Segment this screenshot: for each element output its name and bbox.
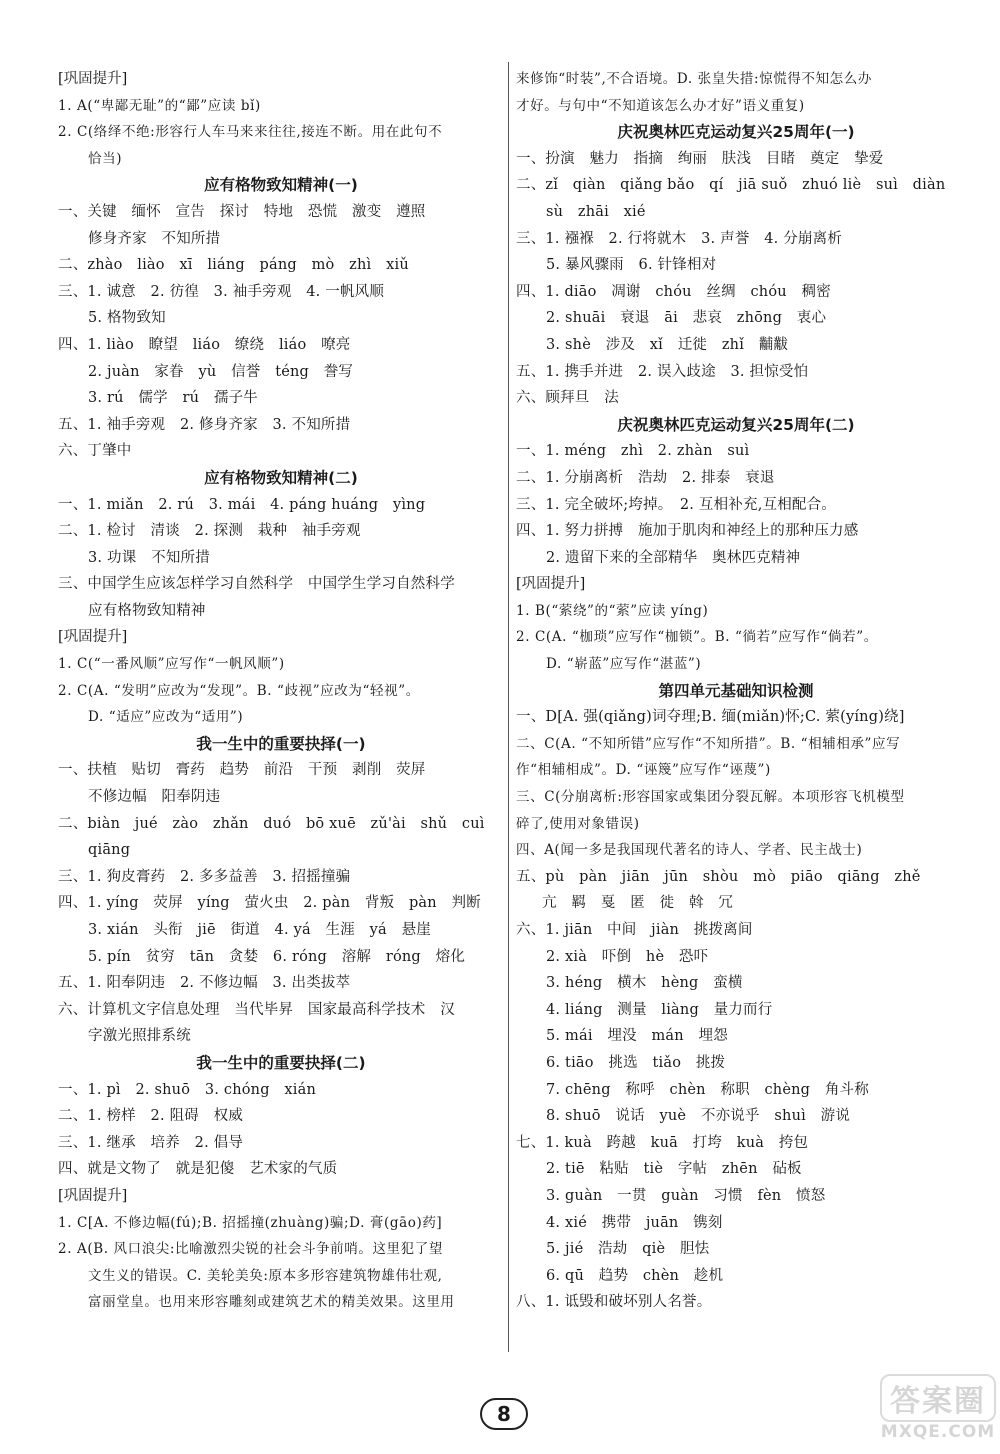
answer-line: 一、扮演 魅力 指摘 绚丽 肤浅 目睹 奠定 挚爱 bbox=[516, 150, 884, 167]
answer-line: 亢 羁 戛 匿 徙 斡 冗 bbox=[542, 895, 734, 912]
explanation-line: 才好。与句中“不知道该怎么办才好”语义重复) bbox=[516, 97, 805, 114]
answer-line: 8. shuō 说话 yuè 不亦说乎 shuì 游说 bbox=[546, 1108, 851, 1125]
answer-line: 5. jié 浩劫 qiè 胆怯 bbox=[546, 1241, 710, 1258]
answer-line: 五、1. 阳奉阴违 2. 不修边幅 3. 出类拔萃 bbox=[58, 975, 351, 992]
answer-line: 六、1. jiān 中间 jiàn 挑拨离间 bbox=[516, 922, 753, 938]
answer-line: 五、1. 袖手旁观 2. 修身齐家 3. 不知所措 bbox=[58, 416, 351, 433]
answer-line: 6. qū 趋势 chèn 趁机 bbox=[546, 1267, 724, 1284]
section-label: [巩固提升] bbox=[58, 1187, 128, 1204]
explanation-line: 1. A(“卑鄙无耻”的“鄙”应读 bǐ) bbox=[58, 97, 261, 114]
answer-line: 3. shè 涉及 xǐ 迁徙 zhǐ 黼黻 bbox=[546, 336, 789, 353]
explanation-line: 三、C(分崩离析:形容国家或集团分裂瓦解。本项形容飞机模型 bbox=[516, 789, 905, 806]
answer-line: 2. shuāi 衰退 āi 悲哀 zhōng 衷心 bbox=[546, 310, 827, 327]
watermark-text: 答案圈 bbox=[880, 1374, 996, 1422]
section-heading: 庆祝奥林匹克运动复兴25周年(二) bbox=[617, 415, 855, 434]
section-heading: 应有格物致知精神(一) bbox=[204, 176, 358, 195]
watermark-url: MXQE.COM bbox=[880, 1422, 996, 1442]
answer-line: 三、1. 狗皮膏药 2. 多多益善 3. 招摇撞骗 bbox=[58, 868, 351, 885]
section-heading: 第四单元基础知识检测 bbox=[658, 681, 814, 700]
answer-line: 一、D[A. 强(qiǎng)词夺理;B. 缅(miǎn)怀;C. 萦(yíng)绕] bbox=[516, 709, 905, 726]
answer-line: 2. xià 吓倒 hè 恐吓 bbox=[546, 948, 709, 965]
answer-line: 不修边幅 阳奉阴违 bbox=[88, 789, 221, 806]
explanation-line: 1. B(“萦绕”的“萦”应读 yíng) bbox=[516, 602, 709, 619]
explanation-line: 恰当) bbox=[88, 150, 123, 167]
answer-line: 三、1. 襁褓 2. 行将就木 3. 声誉 4. 分崩离析 bbox=[516, 230, 843, 247]
explanation-line: 富丽堂皇。也用来形容雕刻或建筑艺术的精美效果。这里用 bbox=[88, 1294, 455, 1311]
answer-line: 三、1. 诚意 2. 彷徨 3. 袖手旁观 4. 一帆风顺 bbox=[58, 283, 385, 300]
explanation-line: 1. C[A. 不修边幅(fú);B. 招摇撞(zhuàng)骗;D. 膏(gāo)药] bbox=[58, 1214, 443, 1231]
answer-line: 四、1. yíng 荧屏 yíng 萤火虫 2. pàn 背叛 pàn 判断 bbox=[58, 895, 481, 912]
answer-line: 四、1. 努力拼搏 施加于肌肉和神经上的那种压力感 bbox=[516, 523, 859, 540]
answer-line: 五、pù pàn jiān jūn shòu mò piāo qiāng zhě bbox=[516, 868, 921, 885]
answer-line: 4. xié 携带 juān 镌刻 bbox=[546, 1214, 723, 1231]
answer-line: 一、1. pì 2. shuō 3. chóng xián bbox=[58, 1081, 317, 1098]
watermark-logo bbox=[880, 1374, 996, 1454]
explanation-line: 文生义的错误。C. 美轮美奂:原本多形容建筑物雄伟壮观, bbox=[88, 1267, 443, 1284]
answer-line: 3. xián 头衔 jiē 街道 4. yá 生涯 yá 悬崖 bbox=[88, 922, 431, 938]
answer-line: 六、顾拜旦 法 bbox=[516, 390, 619, 407]
answer-line: 二、1. 榜样 2. 阻碍 权威 bbox=[58, 1108, 244, 1125]
answer-line: 字激光照排系统 bbox=[88, 1028, 191, 1045]
answer-line: 4. liáng 测量 liàng 量力而行 bbox=[546, 1001, 773, 1018]
answer-line: 八、1. 诋毁和破坏别人名誉。 bbox=[516, 1294, 712, 1311]
column-divider bbox=[508, 62, 509, 1352]
answer-line: sù zhāi xié bbox=[546, 203, 646, 220]
answer-line: 5. pín 贫穷 tān 贪婪 6. róng 溶解 róng 熔化 bbox=[88, 948, 466, 965]
answer-line: 5. 格物致知 bbox=[88, 310, 166, 327]
answer-line: 6. tiāo 挑选 tiǎo 挑拨 bbox=[546, 1054, 726, 1071]
explanation-line: 2. C(A. “发明”应改为“发现”。B. “歧视”应改为“轻视”。 bbox=[58, 682, 420, 699]
explanation-line: 二、C(A. “不知所错”应写作“不知所措”。B. “相辅相承”应写 bbox=[516, 735, 901, 752]
answer-line: 七、1. kuà 跨越 kuā 打垮 kuà 挎包 bbox=[516, 1134, 809, 1151]
answer-line: 2. juàn 家眷 yù 信誉 téng 誊写 bbox=[88, 363, 354, 380]
answer-line: 应有格物致知精神 bbox=[88, 602, 206, 619]
answer-line: 六、计算机文字信息处理 当代毕昇 国家最高科学技术 汉 bbox=[58, 1001, 455, 1018]
explanation-line: 2. A(B. 风口浪尖:比喻激烈尖锐的社会斗争前哨。这里犯了望 bbox=[58, 1241, 443, 1258]
answer-line: 二、1. 检讨 清谈 2. 探测 栽种 袖手旁观 bbox=[58, 523, 361, 540]
answer-line: 3. guàn 一贯 guàn 习惯 fèn 愤怒 bbox=[546, 1187, 826, 1204]
answer-line: qiāng bbox=[88, 842, 131, 859]
answer-line: 二、zhào liào xī liáng páng mò zhì xiǔ bbox=[58, 257, 409, 274]
answer-line: 5. mái 埋没 mán 埋怨 bbox=[546, 1028, 728, 1045]
section-heading: 我一生中的重要抉择(一) bbox=[196, 734, 366, 753]
explanation-line: 来修饰“时装”,不合语境。D. 张皇失措:惊慌得不知怎么办 bbox=[516, 71, 872, 87]
answer-line: 二、1. 分崩离析 浩劫 2. 排泰 衰退 bbox=[516, 469, 775, 486]
answer-line: 二、zǐ qiàn qiǎng bǎo qí jiā suǒ zhuó liè suì diàn bbox=[516, 177, 946, 194]
answer-line: 3. rú 儒学 rú 孺子牛 bbox=[88, 390, 258, 407]
explanation-line: 碎了,使用对象错误) bbox=[516, 815, 640, 832]
explanation-line: 作“相辅相成”。D. “诬篾”应写作“诬蔑”) bbox=[516, 762, 771, 779]
right-column bbox=[516, 66, 956, 1316]
answer-line: 一、关键 缅怀 宣告 探讨 特地 恐慌 激变 遵照 bbox=[58, 203, 426, 220]
explanation-line: 2. C(络绎不绝:形容行人车马来来往往,接连不断。用在此句不 bbox=[58, 124, 443, 141]
explanation-line: 2. C(A. “枷琐”应写作“枷锁”。B. “徜若”应写作“倘若”。 bbox=[516, 629, 878, 646]
answer-line: 三、中国学生应该怎样学习自然科学 中国学生学习自然科学 bbox=[58, 576, 455, 593]
answer-line: 四、就是文物了 就是犯傻 艺术家的气质 bbox=[58, 1161, 338, 1178]
answer-line: 一、1. méng zhì 2. zhàn suì bbox=[516, 443, 750, 460]
answer-line: 二、biàn jué zào zhǎn duó bō xuē zǔ'ài shǔ cuì bbox=[58, 815, 485, 832]
answer-line: 7. chēng 称呼 chèn 称职 chèng 角斗称 bbox=[546, 1081, 869, 1098]
answer-line: 五、1. 携手并进 2. 误入歧途 3. 担惊受怕 bbox=[516, 363, 809, 380]
answer-line: 六、丁肇中 bbox=[58, 443, 132, 460]
section-heading: 我一生中的重要抉择(二) bbox=[196, 1053, 366, 1072]
section-label: [巩固提升] bbox=[516, 576, 586, 593]
explanation-line: 四、A(闻一多是我国现代著名的诗人、学者、民主战士) bbox=[516, 842, 863, 859]
section-label: [巩固提升] bbox=[58, 71, 128, 87]
answer-line: 一、扶植 贴切 膏药 趋势 前沿 干预 剥削 荧屏 bbox=[58, 762, 426, 779]
answer-line: 3. héng 横木 hèng 蛮横 bbox=[546, 975, 743, 992]
section-heading: 庆祝奥林匹克运动复兴25周年(一) bbox=[617, 123, 855, 142]
answer-line: 四、1. liào 瞭望 liáo 缭绕 liáo 嘹亮 bbox=[58, 336, 351, 353]
page-number: 8 bbox=[480, 1398, 528, 1430]
answer-line: 3. 功课 不知所措 bbox=[88, 549, 210, 566]
explanation-line: 1. C(“一番风顺”应写作“一帆风顺”) bbox=[58, 656, 285, 673]
explanation-line: D. “崭蓝”应写作“湛蓝”) bbox=[546, 656, 702, 673]
left-column bbox=[58, 66, 504, 1316]
answer-line: 三、1. 继承 培养 2. 倡导 bbox=[58, 1134, 244, 1151]
answer-line: 5. 暴风骤雨 6. 针锋相对 bbox=[546, 257, 717, 274]
answer-line: 一、1. miǎn 2. rú 3. mái 4. páng huáng yìng bbox=[58, 496, 426, 513]
answer-line: 2. tiē 粘贴 tiè 字帖 zhēn 砧板 bbox=[546, 1161, 802, 1178]
answer-line: 四、1. diāo 凋谢 chóu 丝绸 chóu 稠密 bbox=[516, 283, 831, 300]
answer-line: 修身齐家 不知所措 bbox=[88, 230, 221, 247]
answer-line: 2. 遗留下来的全部精华 奥林匹克精神 bbox=[546, 549, 801, 566]
explanation-line: D. “适应”应改为“适用”) bbox=[88, 709, 244, 726]
answer-line: 三、1. 完全破坏;垮掉。 2. 互相补充,互相配合。 bbox=[516, 496, 837, 513]
section-label: [巩固提升] bbox=[58, 629, 128, 646]
section-heading: 应有格物致知精神(二) bbox=[204, 468, 358, 487]
